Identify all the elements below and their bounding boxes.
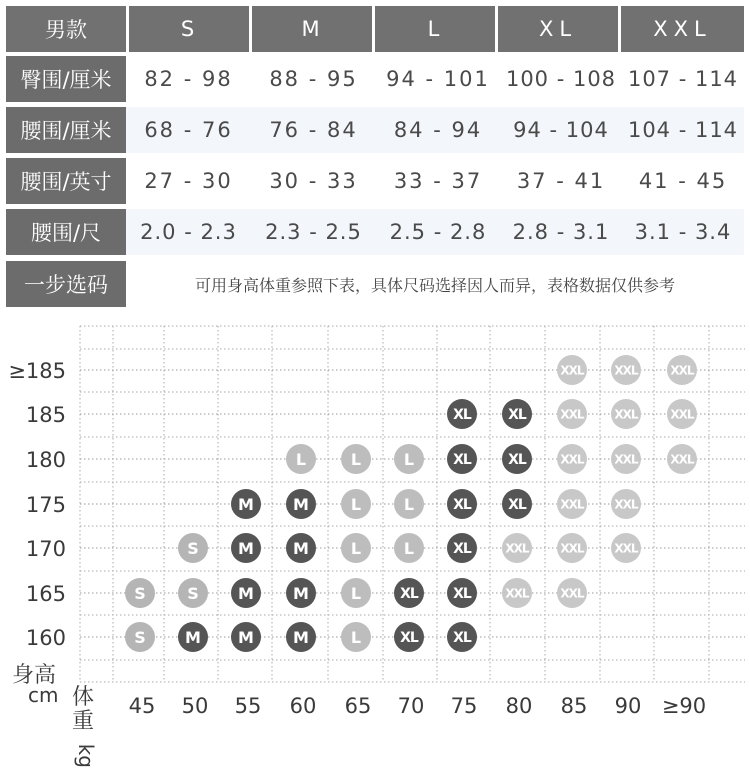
header-size-xl: XL <box>498 6 618 52</box>
y-axis-label-unit: cm <box>28 683 59 707</box>
row-label: 腰围/厘米 <box>6 107 126 153</box>
size-marker-label: XL <box>400 586 418 603</box>
size-marker-label: XXL <box>505 586 529 601</box>
header-size-xxl: XXL <box>621 6 744 52</box>
table-cell: 2.8 - 3.1 <box>500 209 622 255</box>
size-marker-label: XXL <box>560 541 584 556</box>
x-tick-label: 80 <box>505 694 533 718</box>
x-tick-label: 65 <box>344 694 372 718</box>
table-cell: 76 - 84 <box>251 107 376 153</box>
size-marker-label: L <box>403 449 415 469</box>
size-marker-label: XL <box>453 586 471 603</box>
size-marker-label: XXL <box>614 497 638 512</box>
table-cell: 100 - 108 <box>500 56 622 102</box>
header-gender: 男款 <box>6 6 126 52</box>
size-marker-label: XL <box>453 630 471 647</box>
x-tick-label: 90 <box>614 694 642 718</box>
size-marker-label: L <box>403 494 415 514</box>
table-cell: 27 - 30 <box>126 158 251 204</box>
table-cell: 82 - 98 <box>126 56 251 102</box>
size-grid-chart <box>0 318 750 773</box>
header-size-l: L <box>375 6 495 52</box>
table-cell: 107 - 114 <box>622 56 744 102</box>
size-marker-label: M <box>293 627 309 647</box>
table-cell: 33 - 37 <box>376 158 500 204</box>
x-axis-label: 体 <box>72 685 95 710</box>
x-tick-label: 85 <box>560 694 588 718</box>
size-marker-label: L <box>295 449 307 469</box>
table-cell: 37 - 41 <box>500 158 622 204</box>
x-tick-label: 60 <box>289 694 317 718</box>
size-marker-label: S <box>187 583 199 603</box>
size-marker-label: M <box>238 494 254 514</box>
size-marker-label: XXL <box>670 363 694 378</box>
x-tick-label: 50 <box>181 694 209 718</box>
y-tick-label: 165 <box>25 582 66 606</box>
size-marker-label: XXL <box>614 452 638 467</box>
table-row <box>6 209 744 255</box>
size-marker-label: M <box>185 627 201 647</box>
size-marker-label: M <box>238 627 254 647</box>
table-cell: 30 - 33 <box>251 158 376 204</box>
x-tick-label: 45 <box>128 694 156 718</box>
size-marker-label: XXL <box>670 407 694 422</box>
size-marker-label: L <box>350 494 362 514</box>
size-marker-label: XL <box>453 407 471 424</box>
size-marker-label: XXL <box>505 541 529 556</box>
table-row <box>6 107 744 153</box>
x-tick-label: 70 <box>397 694 425 718</box>
y-tick-label: ≥185 <box>8 359 66 383</box>
size-marker-label: L <box>350 627 362 647</box>
x-tick-label: 55 <box>234 694 262 718</box>
size-marker-label: M <box>293 494 309 514</box>
size-marker-label: XL <box>508 407 526 424</box>
size-marker-label: XXL <box>614 363 638 378</box>
table-row <box>6 56 744 102</box>
table-cell: 2.0 - 2.3 <box>126 209 251 255</box>
size-marker-label: M <box>293 583 309 603</box>
size-marker-label: L <box>403 538 415 558</box>
size-marker-label: XXL <box>560 586 584 601</box>
table-cell: 41 - 45 <box>622 158 744 204</box>
size-marker-label: M <box>238 583 254 603</box>
size-marker-label: XXL <box>560 452 584 467</box>
table-cell: 88 - 95 <box>251 56 376 102</box>
step-note: 可用身高体重参照下表，具体尺码选择因人而异，表格数据仅供参考 <box>126 261 744 307</box>
x-axis-label: 重 <box>72 709 95 734</box>
y-tick-label: 185 <box>25 403 66 427</box>
row-label: 臀围/厘米 <box>6 56 126 102</box>
table-cell: 2.3 - 2.5 <box>251 209 376 255</box>
table-cell: 3.1 - 3.4 <box>622 209 744 255</box>
size-marker-label: M <box>293 538 309 558</box>
size-marker-label: XL <box>453 497 471 514</box>
size-marker-label: XL <box>453 452 471 469</box>
size-marker-label: S <box>134 627 146 647</box>
size-marker-label: XL <box>508 452 526 469</box>
step-label: 一步选码 <box>6 261 126 307</box>
table-cell: 94 - 101 <box>376 56 500 102</box>
y-tick-label: 180 <box>25 448 66 472</box>
x-axis-label-unit: kg <box>74 743 98 768</box>
y-axis-label: 身高 <box>12 663 57 688</box>
row-label: 腰围/尺 <box>6 209 126 255</box>
size-marker-label: M <box>238 538 254 558</box>
table-cell: 68 - 76 <box>126 107 251 153</box>
header-size-s: S <box>129 6 249 52</box>
size-marker-label: XXL <box>670 452 694 467</box>
size-marker-label: XXL <box>560 363 584 378</box>
table-cell: 104 - 114 <box>622 107 744 153</box>
size-marker-label: XXL <box>560 407 584 422</box>
table-row <box>6 158 744 204</box>
size-marker-label: XL <box>453 541 471 558</box>
size-marker-label: L <box>350 538 362 558</box>
size-table-header <box>6 6 744 52</box>
x-tick-label: ≥90 <box>661 694 707 718</box>
y-tick-label: 175 <box>25 493 66 517</box>
row-label: 腰围/英寸 <box>6 158 126 204</box>
size-marker-label: XXL <box>560 497 584 512</box>
size-marker-label: S <box>187 538 199 558</box>
x-tick-label: 75 <box>450 694 478 718</box>
y-tick-label: 170 <box>25 537 66 561</box>
table-cell: 84 - 94 <box>376 107 500 153</box>
table-row <box>6 261 744 307</box>
size-marker-label: XXL <box>614 541 638 556</box>
table-cell: 94 - 104 <box>500 107 622 153</box>
size-marker-label: L <box>350 449 362 469</box>
table-cell: 2.5 - 2.8 <box>376 209 500 255</box>
y-tick-label: 160 <box>25 626 66 650</box>
size-marker-label: XXL <box>614 407 638 422</box>
size-marker-label: L <box>350 583 362 603</box>
size-marker-label: XL <box>400 630 418 647</box>
header-size-m: M <box>252 6 372 52</box>
size-marker-label: S <box>134 583 146 603</box>
size-marker-label: XL <box>508 497 526 514</box>
